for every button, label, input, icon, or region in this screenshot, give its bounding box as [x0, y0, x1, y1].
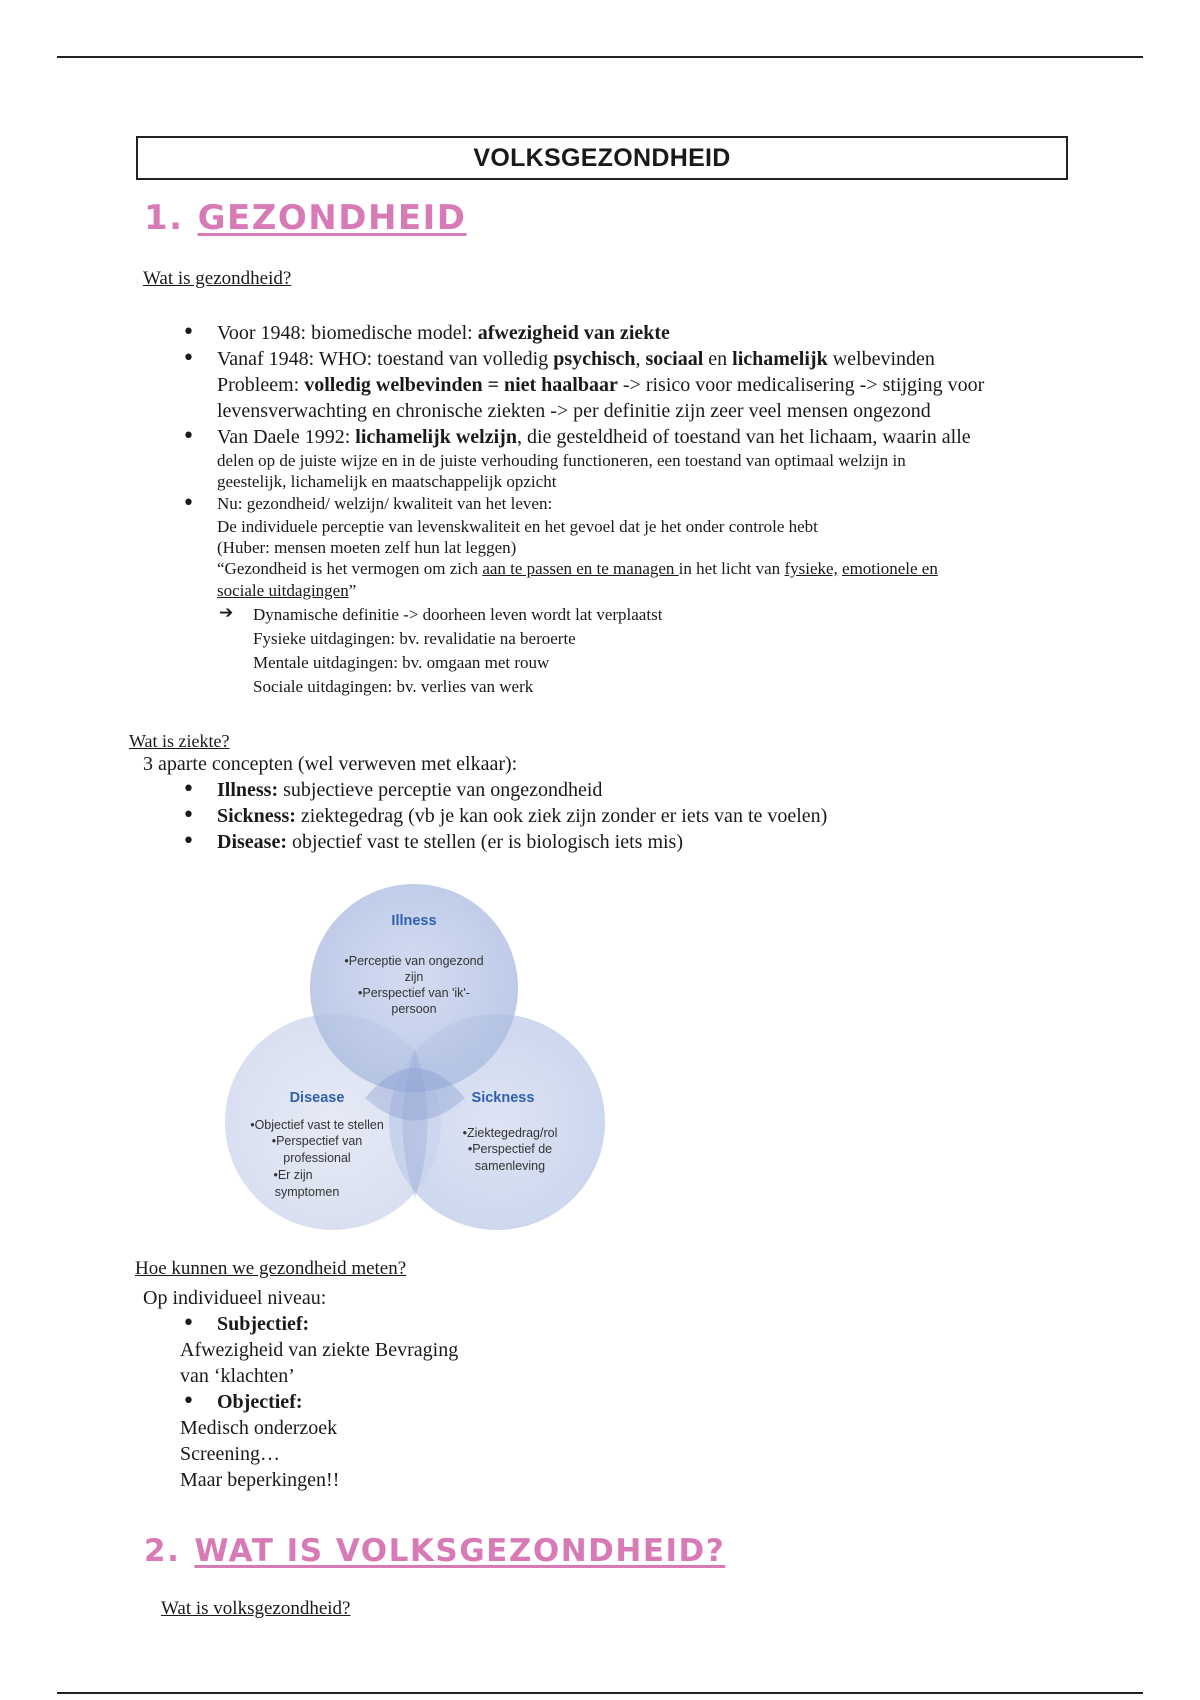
footer-rule: [57, 1692, 1143, 1694]
list-item-continuation: delen op de juiste wijze en in de juiste verhouding functioneren, een toestand van optimaal welzijn in: [217, 451, 906, 470]
list-item-continuation: (Huber: mensen moeten zelf hun lat leggen): [217, 538, 517, 557]
svg-text:•Ziektegedrag/rol: •Ziektegedrag/rol: [462, 1126, 558, 1140]
list-item: • Disease: objectief vast te stellen (er is biologisch iets mis): [217, 829, 827, 855]
list-item: Mentale uitdagingen: bv. omgaan met rouw: [253, 653, 550, 672]
measure-text: Maar beperkingen!!: [180, 1469, 340, 1491]
svg-text:persoon: persoon: [391, 1002, 437, 1016]
list-item-continuation: Probleem: volledig welbevinden = niet haalbaar -> risico voor medicalisering -> stijging voor: [217, 374, 985, 396]
list-item-continuation: De individuele perceptie van levenskwaliteit en het gevoel dat je het onder controle hebt: [217, 517, 818, 536]
section-title: WAT IS VOLKSGEZONDHEID?: [194, 1533, 726, 1569]
section-number: 2.: [144, 1533, 181, 1569]
arrow-icon: ➔: [219, 603, 234, 623]
svg-text:•Perspectief van 'ik'-: •Perspectief van 'ik'-: [358, 986, 470, 1000]
svg-text:•Perceptie van ongezond: •Perceptie van ongezond: [344, 954, 484, 968]
quote-line: “Gezondheid is het vermogen om zich aan te passen en te managen in het licht van fysieke, emotionele en: [217, 559, 938, 578]
arrow-list: [219, 603, 984, 699]
header-rule: [57, 56, 1143, 58]
section-heading-1: [144, 198, 467, 238]
measure-text: Afwezigheid van ziekte Bevraging: [180, 1339, 459, 1361]
list-item-continuation: geestelijk, lichamelijk en maatschappelijk opzicht: [217, 472, 557, 491]
subheading-wat-is-gezondheid: Wat is gezondheid?: [143, 268, 292, 289]
venn-label-sickness: Sickness: [471, 1090, 535, 1106]
svg-text:professional: professional: [283, 1151, 351, 1165]
section-number: 1.: [144, 198, 184, 238]
gezondheid-definitions: [217, 320, 984, 699]
measure-intro: Op individueel niveau:: [143, 1287, 327, 1309]
measure-list: [180, 1311, 458, 1493]
subheading-gezondheid-meten: Hoe kunnen we gezondheid meten?: [135, 1258, 407, 1279]
list-item: • Sickness: ziektegedrag (vb je kan ook ziek zijn zonder er iets van te voelen): [217, 803, 827, 829]
measure-text: Medisch onderzoek: [180, 1417, 338, 1439]
list-item: Fysieke uitdagingen: bv. revalidatie na beroerte: [253, 629, 576, 648]
svg-text:•Perspectief van: •Perspectief van: [271, 1134, 363, 1148]
measure-text: Screening…: [180, 1443, 280, 1465]
measure-text: van ‘klachten’: [180, 1365, 295, 1387]
document-title: VOLKSGEZONDHEID: [136, 136, 1068, 180]
section-title: GEZONDHEID: [197, 198, 467, 238]
list-item-continuation: levensverwachting en chronische ziekten -> per definitie zijn zeer veel mensen ongezond: [217, 400, 931, 422]
concepts-intro: 3 aparte concepten (wel verweven met elkaar):: [143, 753, 518, 775]
venn-label-disease: Disease: [289, 1090, 345, 1106]
svg-text:•Objectief vast te stellen: •Objectief vast te stellen: [250, 1118, 384, 1132]
svg-text:samenleving: samenleving: [474, 1159, 546, 1173]
svg-text:•Perspectief de: •Perspectief de: [467, 1142, 553, 1156]
venn-label-illness: Illness: [391, 913, 437, 929]
list-item: • Illness: subjectieve perceptie van ongezondheid: [217, 777, 827, 803]
svg-text:symptomen: symptomen: [274, 1185, 340, 1199]
svg-text:•Er zijn: •Er zijn: [273, 1168, 313, 1182]
list-item: • Objectief:: [217, 1389, 458, 1415]
subheading-wat-is-volksgezondheid: Wat is volksgezondheid?: [161, 1598, 351, 1619]
list-item: • Subjectief:: [217, 1311, 458, 1337]
quote-line: sociale uitdagingen”: [217, 581, 357, 600]
list-item: Dynamische definitie -> doorheen leven wordt lat verplaatst: [253, 605, 663, 624]
venn-diagram: [225, 878, 605, 1230]
list-item: • Voor 1948: biomedische model: afwezigheid van ziekte: [217, 320, 984, 346]
section-heading-2: [144, 1533, 725, 1569]
svg-text:zijn: zijn: [404, 970, 424, 984]
list-item: • Van Daele 1992: lichamelijk welzijn, die gesteldheid of toestand van het lichaam, waarin alle: [217, 424, 984, 450]
concepts-list: [217, 777, 827, 855]
list-item: Sociale uitdagingen: bv. verlies van werk: [253, 677, 534, 696]
subheading-wat-is-ziekte: Wat is ziekte?: [129, 731, 230, 751]
list-item: • Vanaf 1948: WHO: toestand van volledig psychisch, sociaal en lichamelijk welbevinden: [217, 346, 984, 372]
list-item: • Nu: gezondheid/ welzijn/ kwaliteit van het leven:: [217, 492, 984, 516]
